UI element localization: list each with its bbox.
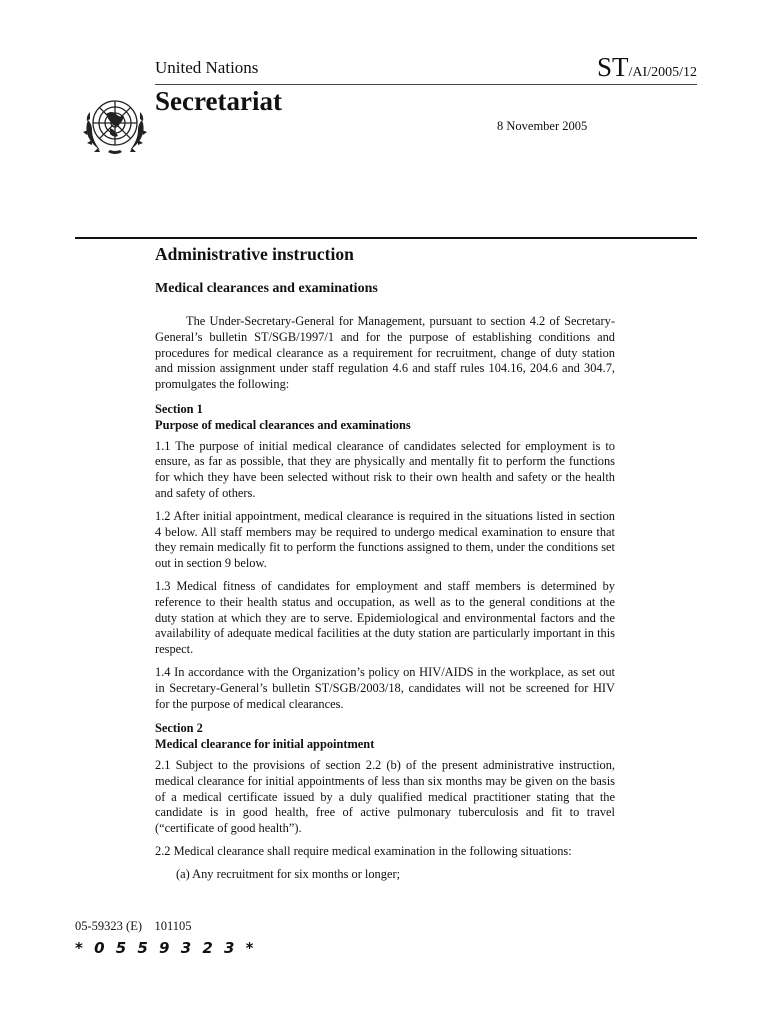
- section-label: Section 2: [155, 721, 203, 736]
- symbol-prefix: ST: [597, 52, 629, 82]
- header-rule: [155, 84, 697, 85]
- document-title: Medical clearances and examinations: [155, 281, 378, 296]
- paragraph-1-1: 1.1 The purpose of initial medical clearance of candidates selected for employment is to ensure, as far as possible, that they are physically and mentally fit to perform the functions for which they have been selected without risk to their own health and safety or the health and safety of others.: [155, 438, 615, 500]
- document-symbol: [597, 52, 697, 83]
- document-type: Administrative instruction: [155, 244, 354, 264]
- paragraph-1-4: 1.4 In accordance with the Organization’s policy on HIV/AIDS in the workplace, as set out in Secretary-General’s bulletin ST/SGB/2003/18, candidates will not be screened for HIV for the purpose of medical clearances.: [155, 664, 615, 711]
- subitem-a: (a) Any recruitment for six months or longer;: [176, 866, 401, 881]
- paragraph-1-2: 1.2 After initial appointment, medical clearance is required in the situations listed in section 4 below. All staff members may be required to undergo medical examination to ensure that they remain medically fit to perform the functions assigned to them, under the conditions set out in section 9 below.: [155, 508, 615, 571]
- paragraph-1-3: 1.3 Medical fitness of candidates for employment and staff members is determined by reference to their health status and occupation, as well as to the general conditions at the duty station at which they are to serve. Epidemiological and environmental factors and the availability of adequate medical facilities at the duty station are particularly important in this respect.: [155, 578, 615, 657]
- paragraph-2-1: 2.1 Subject to the provisions of section 2.2 (b) of the present administrative instruction, medical clearance for initial appointments of less than six months may be given on the basis of a medical certificate issued by a duly qualified medical practitioner stating that the candidate is in good health, free of active pulmonary tuberculosis and fit to travel (“certificate of good health”).: [155, 757, 615, 836]
- title-rule: [75, 237, 697, 239]
- section-label: Section 1: [155, 401, 203, 416]
- section-heading: Medical clearance for initial appointment: [155, 737, 375, 752]
- paragraph-2-2: 2.2 Medical clearance shall require medical examination in the following situations:: [155, 843, 572, 858]
- un-emblem-icon: [80, 90, 150, 160]
- organization-name: United Nations: [155, 58, 259, 77]
- section-heading: Purpose of medical clearances and examinations: [155, 417, 411, 432]
- secretariat-title: Secretariat: [155, 86, 282, 116]
- document-date: 8 November 2005: [497, 119, 588, 133]
- barcode-text: * 0 5 5 9 3 2 3 *: [75, 939, 257, 957]
- intro-paragraph: The Under-Secretary-General for Management, pursuant to section 4.2 of Secretary-General’s bulletin ST/SGB/1997/1 and for the purpose of establishing conditions and procedures for medical clearance as a requirement for recruitment, change of duty station and mission assignment under staff regulation 4.6 and staff rules 104.16, 204.6 and 304.7, promulgates the following:: [155, 314, 615, 392]
- symbol-rest: /AI/2005/12: [628, 65, 697, 80]
- job-number: 05-59323 (E) 101105: [75, 919, 192, 933]
- document-body: [155, 314, 615, 890]
